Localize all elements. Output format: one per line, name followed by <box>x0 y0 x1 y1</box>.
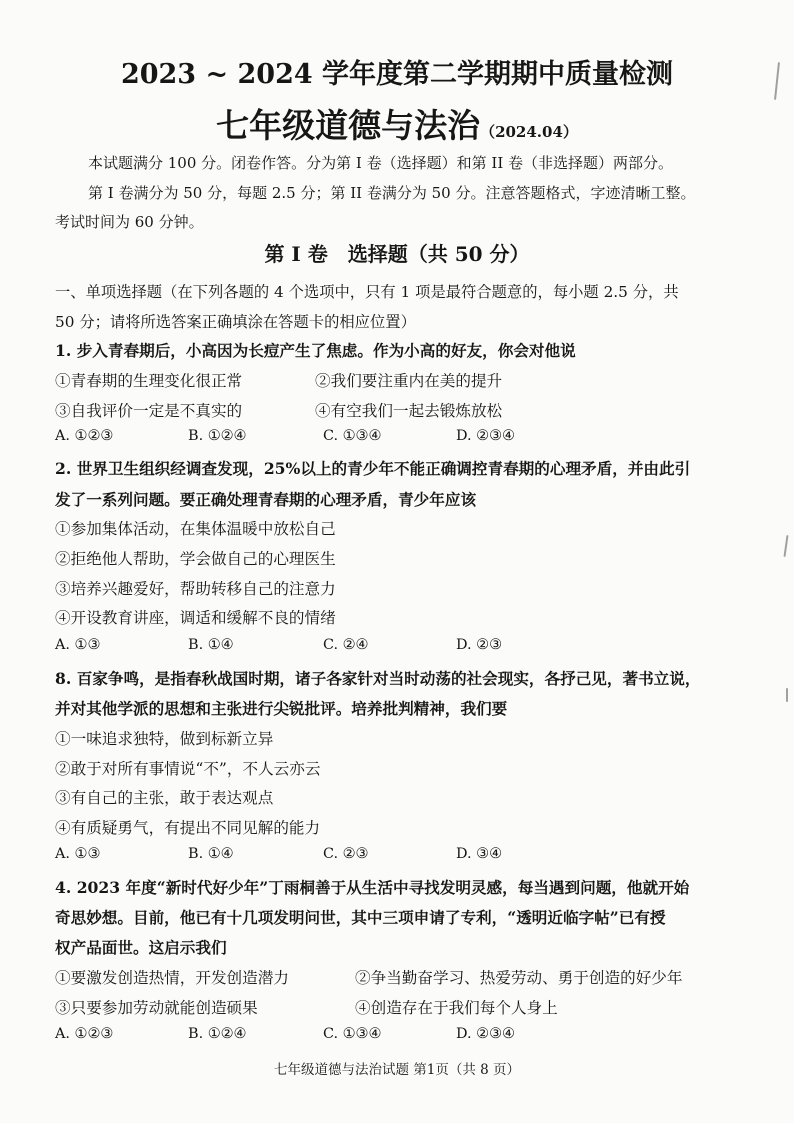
question-4-answer-c: C. ①③④ <box>323 1026 382 1042</box>
question-1-answer-d: D. ②③④ <box>456 428 515 444</box>
question-1-option-4: ④有空我们一起去锻炼放松 <box>315 402 503 420</box>
instructions-line-2: 50 分；请将所选答案正确填涂在答题卡的相应位置） <box>55 313 416 331</box>
section-title: 第 I 卷 选择题（共 50 分） <box>264 242 530 266</box>
intro-line-3: 考试时间为 60 分钟。 <box>55 213 204 231</box>
question-1-answer-b: B. ①②④ <box>188 428 247 444</box>
scan-mark <box>783 535 788 557</box>
question-2-stem-line-1: 2. 世界卫生组织经调查发现，25%以上的青少年不能正确调控青春期的心理矛盾，并由此引 <box>55 459 691 478</box>
question-2-stem-line-2: 发了一系列问题。要正确处理青春期的心理矛盾，青少年应该 <box>55 490 477 509</box>
question-2-answer-a: A. ①③ <box>55 637 101 653</box>
question-4-stem-line-1: 4. 2023 年度“新时代好少年”丁雨桐善于从生活中寻找发明灵感，每当遇到问题，他就开始 <box>55 878 690 897</box>
question-2-answer-b: B. ①④ <box>188 637 234 653</box>
question-3-stem-line-2: 并对其他学派的思想和主张进行尖锐批评。培养批判精神，我们要 <box>55 699 508 718</box>
question-3-option-4: ④有质疑勇气，有提出不同见解的能力 <box>55 819 321 837</box>
question-4-option-3: ③只要参加劳动就能创造硕果 <box>55 999 258 1017</box>
question-2-answer-c: C. ②④ <box>323 637 369 653</box>
question-1-stem: 1. 步入青春期后，小高因为长痘产生了焦虑。作为小高的好友，你会对他说 <box>55 341 576 360</box>
question-3-answer-d: D. ③④ <box>456 846 502 862</box>
question-3-answer-a: A. ①③ <box>55 846 101 862</box>
intro-line-2: 第 I 卷满分为 50 分，每题 2.5 分；第 II 卷满分为 50 分。注意答题格式，字迹清晰工整。 <box>88 184 696 202</box>
subject-title <box>0 100 794 147</box>
question-4-stem-line-3: 权产品面世。这启示我们 <box>55 938 227 957</box>
scan-mark <box>786 688 788 702</box>
question-2-option-2: ②拒绝他人帮助，学会做自己的心理医生 <box>55 550 336 568</box>
instructions-line-1: 一、单项选择题（在下列各题的 4 个选项中，只有 1 项是最符合题意的，每小题 2.5 分，共 <box>55 283 679 301</box>
page-footer: 七年级道德与法治试题 第1页（共 8 页） <box>273 1062 521 1078</box>
question-4-option-1: ①要激发创造热情，开发创造潜力 <box>55 969 289 987</box>
question-3-option-3: ③有自己的主张，敢于表达观点 <box>55 789 274 807</box>
question-2-option-3: ③培养兴趣爱好，帮助转移自己的注意力 <box>55 580 336 598</box>
question-4-stem-line-2: 奇思妙想。目前，他已有十几项发明问世，其中三项申请了专利，“透明近临字帖”已有授 <box>55 908 666 927</box>
question-1-answer-a: A. ①②③ <box>55 428 114 444</box>
question-2-answer-d: D. ②③ <box>456 637 502 653</box>
exam-title: 2023 ~ 2024 学年度第二学期期中质量检测 <box>120 59 674 90</box>
question-4-option-4: ④创造存在于我们每个人身上 <box>355 999 558 1017</box>
question-3-stem-line-1: 8. 百家争鸣，是指春秋战国时期，诸子各家针对当时动荡的社会现实，各抒己见，著书立说， <box>55 669 701 688</box>
intro-line-1: 本试题满分 100 分。闭卷作答。分为第 I 卷（选择题）和第 II 卷（非选择题）两部分。 <box>88 154 674 172</box>
question-3-answer-b: B. ①④ <box>188 846 234 862</box>
question-4-answer-d: D. ②③④ <box>456 1026 515 1042</box>
exam-date: （2024.04） <box>480 123 578 141</box>
question-4-answer-a: A. ①②③ <box>55 1026 114 1042</box>
question-1-option-1: ①青春期的生理变化很正常 <box>55 372 243 390</box>
question-3-answer-c: C. ②③ <box>323 846 369 862</box>
question-1-option-3: ③自我评价一定是不真实的 <box>55 402 243 420</box>
question-4-answer-b: B. ①②④ <box>188 1026 247 1042</box>
question-2-option-1: ①参加集体活动，在集体温暖中放松自己 <box>55 520 336 538</box>
question-2-option-4: ④开设教育讲座，调适和缓解不良的情绪 <box>55 609 336 627</box>
question-1-answer-c: C. ①③④ <box>323 428 382 444</box>
question-1-option-2: ②我们要注重内在美的提升 <box>315 372 503 390</box>
question-3-option-1: ①一味追求独特，做到标新立异 <box>55 730 274 748</box>
question-4-option-2: ②争当勤奋学习、热爱劳动、勇于创造的好少年 <box>355 969 683 987</box>
subject-name: 七年级道德与法治 <box>216 106 481 145</box>
question-3-option-2: ②敢于对所有事情说“不”，不人云亦云 <box>55 760 321 778</box>
